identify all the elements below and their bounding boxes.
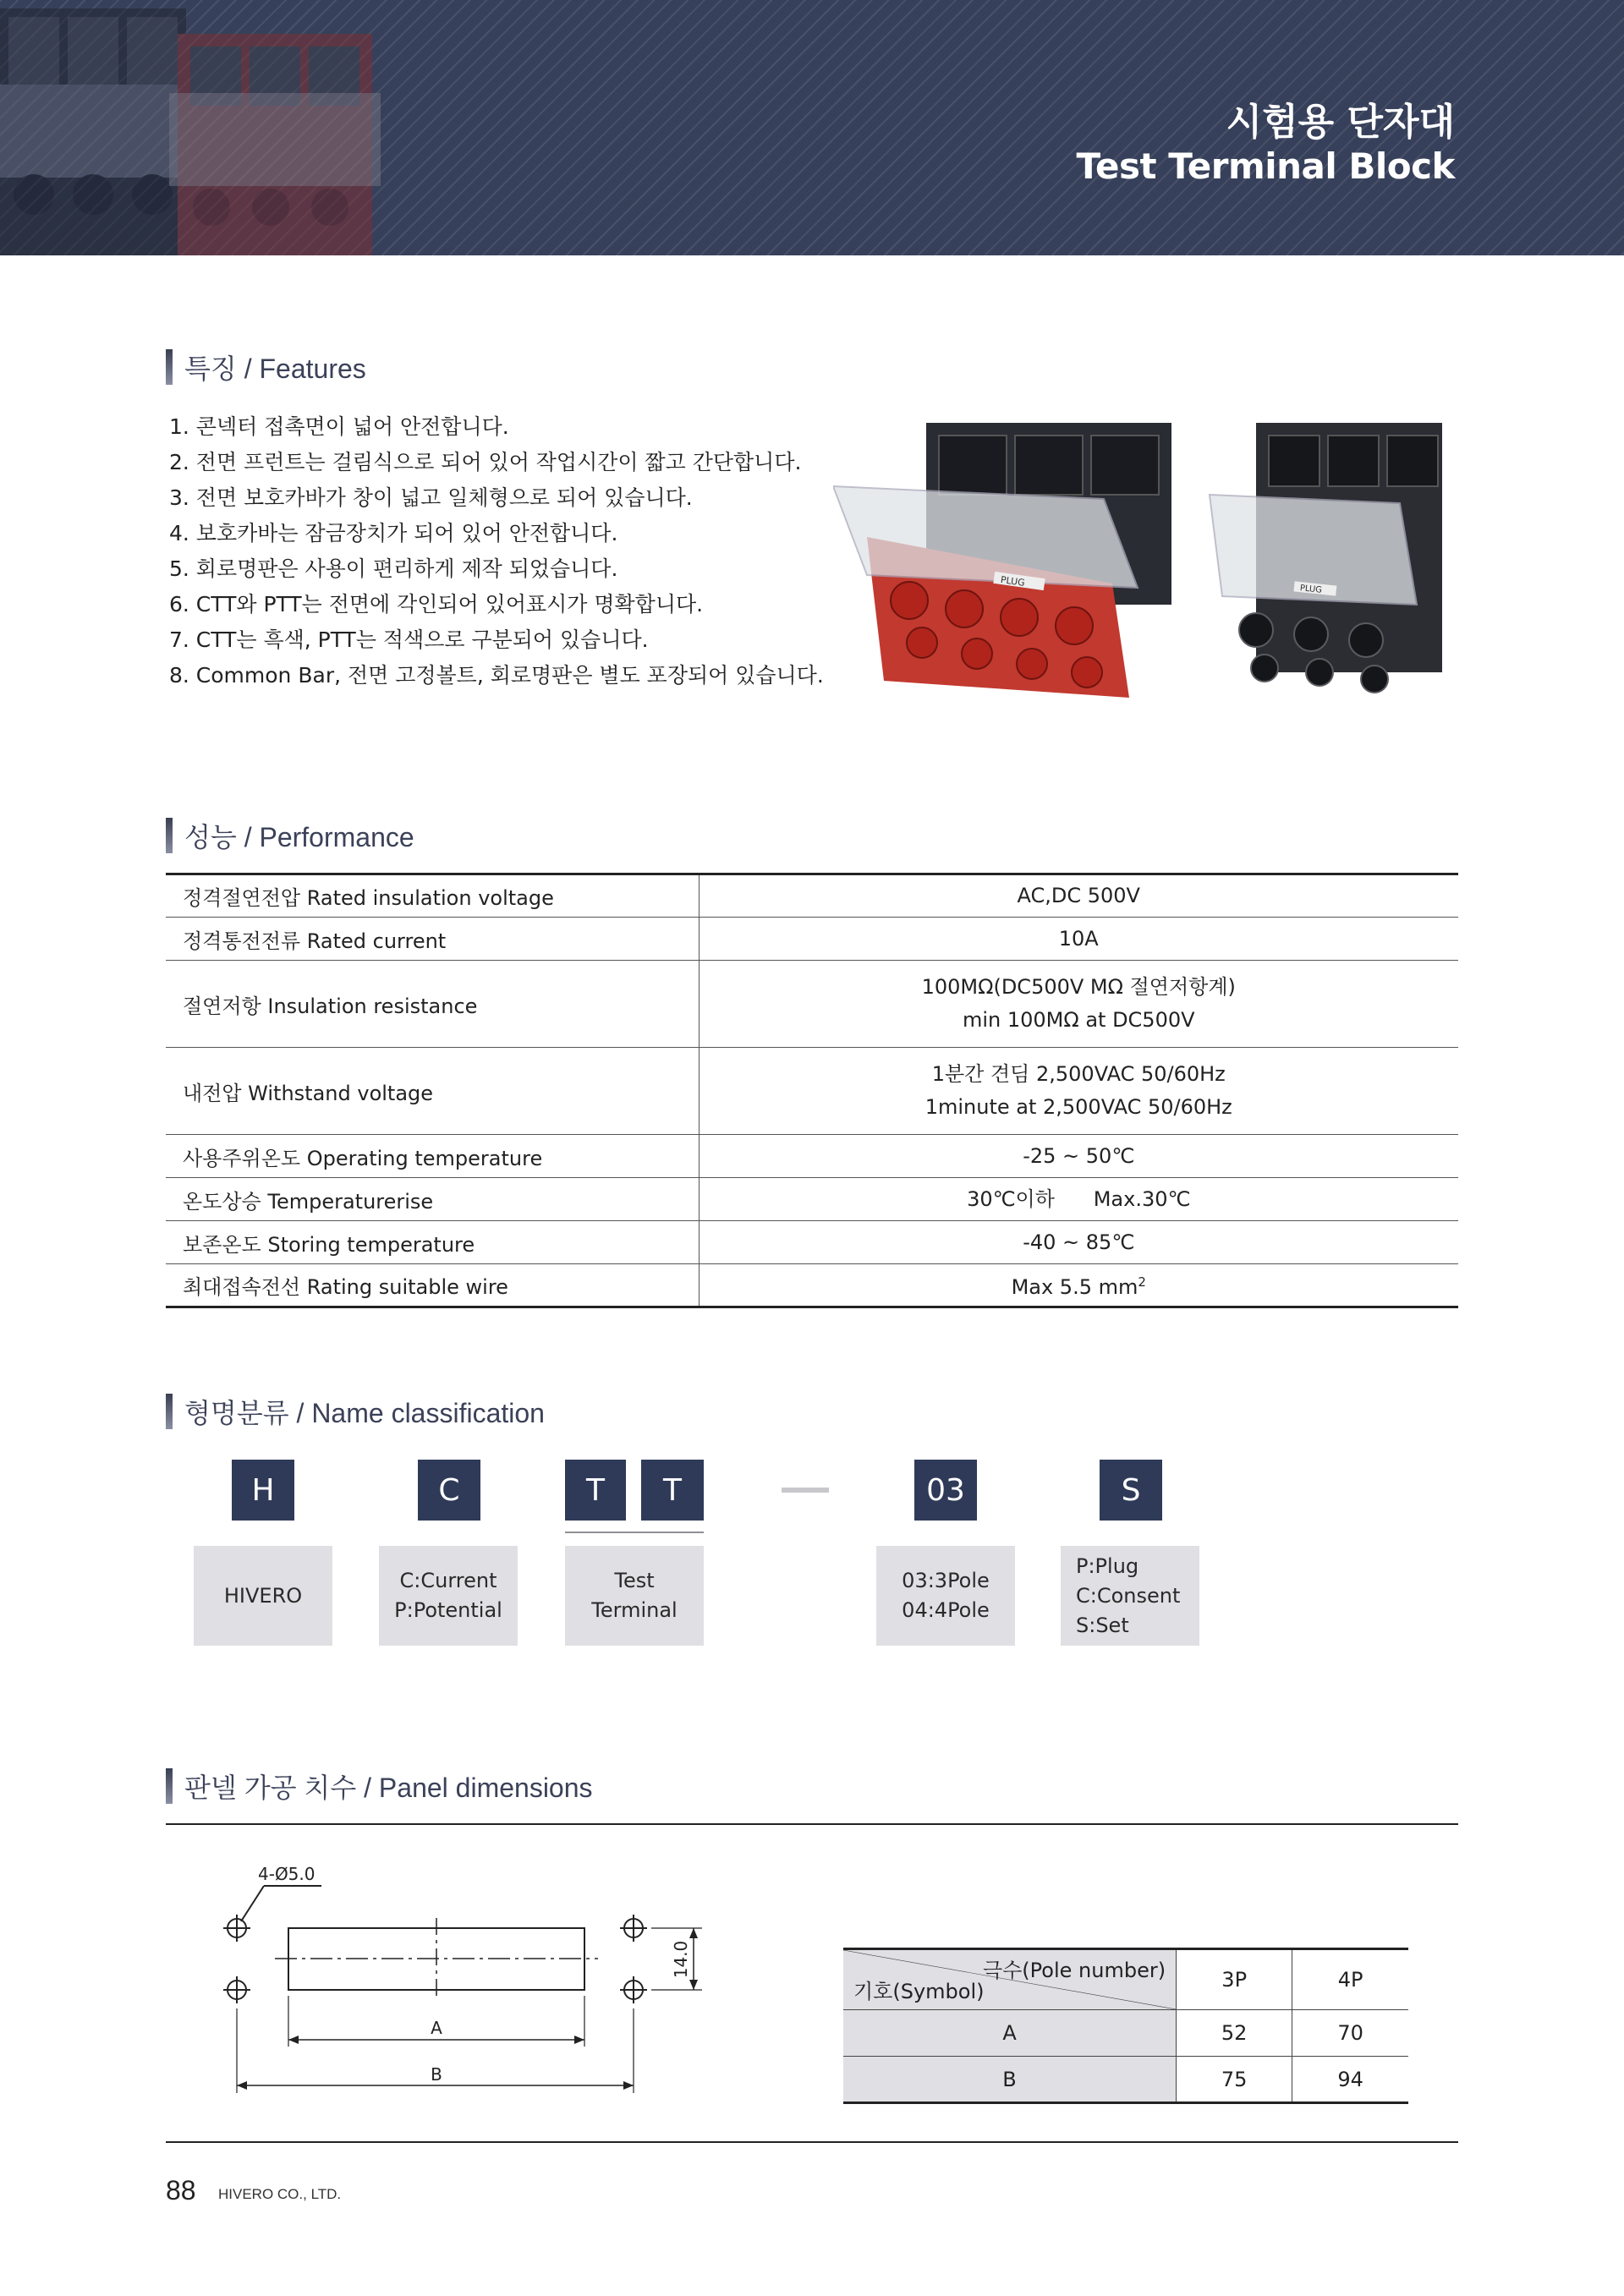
panel-cutout-drawing xyxy=(195,1852,753,2106)
spec-key: 내전압 Withstand voltage xyxy=(166,1048,699,1135)
spec-key: 온도상승 Temperaturerise xyxy=(166,1178,699,1221)
header-product-photo xyxy=(0,0,398,255)
desc-line: Test xyxy=(614,1569,655,1592)
desc-line: C:Consent xyxy=(1076,1583,1181,1608)
performance-heading xyxy=(166,817,414,854)
red-plug-label: PLUG xyxy=(1000,573,1026,589)
desc-type xyxy=(379,1546,518,1646)
product-photo xyxy=(833,419,1442,706)
spec-key: 사용주위온도 Operating temperature xyxy=(166,1135,699,1178)
code-box-test-2: T xyxy=(641,1460,704,1521)
desc-line: HIVERO xyxy=(223,1583,303,1608)
wire-size: Max 5.5 mm xyxy=(1011,1275,1138,1299)
feature-item: 7. CTT는 흑색, PTT는 적색으로 구분되어 있습니다. xyxy=(169,627,649,652)
feature-item: 6. CTT와 PTT는 전면에 각인되어 있어표시가 명확합니다. xyxy=(169,592,704,616)
company-name: HIVERO CO., LTD. xyxy=(218,2186,342,2202)
desc-line: P:Plug xyxy=(1076,1553,1139,1578)
feature-item: 4. 보호카바는 잠금장치가 되어 있어 안전합니다. xyxy=(169,521,618,545)
symbol-header: 기호(Symbol) xyxy=(853,1980,985,2003)
page-title-english: Test Terminal Block xyxy=(1076,145,1455,187)
spec-value: 10A xyxy=(699,918,1458,961)
table-row xyxy=(166,1135,1458,1178)
spec-value: 30℃이하 Max.30℃ xyxy=(699,1178,1458,1221)
code-box-brand: H xyxy=(232,1460,294,1521)
desc-line: 04:4Pole xyxy=(902,1598,990,1622)
page-number: 88 xyxy=(166,2175,196,2206)
table-row xyxy=(843,2010,1408,2057)
separator-dash xyxy=(782,1488,829,1493)
wire-size-exponent: 2 xyxy=(1138,1274,1146,1290)
table-row xyxy=(166,874,1458,918)
col-3p-header: 3P xyxy=(1177,1949,1292,2010)
desc-line: C:Current xyxy=(399,1569,497,1592)
features-heading-text: 특징 / Features xyxy=(184,353,366,384)
table-row xyxy=(166,961,1458,1048)
footer-rule xyxy=(166,2141,1458,2143)
spec-key: 정격통전전류 Rated current xyxy=(166,918,699,961)
desc-line: Terminal xyxy=(591,1598,678,1622)
classification-heading xyxy=(166,1393,545,1430)
value-4p: 70 xyxy=(1292,2010,1408,2057)
desc-brand xyxy=(194,1546,332,1646)
desc-pole xyxy=(876,1546,1015,1646)
red-terminal-block xyxy=(833,423,1171,698)
feature-item: 5. 회로명판은 사용이 편리하게 제작 되었습니다. xyxy=(169,556,618,581)
desc-line: 03:3Pole xyxy=(902,1569,990,1592)
desc-line: S:Set xyxy=(1076,1613,1129,1637)
table-row xyxy=(166,1048,1458,1135)
table-row xyxy=(166,1221,1458,1264)
dim-a-label: A xyxy=(431,2018,442,2038)
desc-option xyxy=(1061,1546,1199,1646)
table-row xyxy=(843,2057,1408,2103)
features-list xyxy=(169,409,829,693)
black-terminal-block xyxy=(1210,423,1442,693)
features-heading xyxy=(166,348,366,386)
classification-heading-text: 형명분류 / Name classification xyxy=(184,1398,545,1428)
spec-value: -25 ~ 50℃ xyxy=(699,1135,1458,1178)
feature-item: 2. 전면 프런트는 걸림식으로 되어 있어 작업시간이 짧고 간단합니다. xyxy=(169,450,802,474)
performance-heading-text: 성능 / Performance xyxy=(184,822,414,852)
page-title-korean: 시험용 단자대 xyxy=(1226,101,1455,144)
spec-key: 절연저항 Insulation resistance xyxy=(166,961,699,1048)
spec-value xyxy=(699,1048,1458,1135)
spec-value-line1: 100MΩ(DC500V MΩ 절연저항계) xyxy=(921,975,1236,999)
spec-value-line1: 1분간 견딤 2,500VAC 50/60Hz xyxy=(931,1062,1226,1086)
spec-key: 보존온도 Storing temperature xyxy=(166,1221,699,1264)
height-dim-label: 14.0 xyxy=(671,1940,691,1979)
value-3p: 52 xyxy=(1177,2010,1292,2057)
feature-item: 8. Common Bar, 전면 고정볼트, 회로명판은 별도 포장되어 있습니다. xyxy=(169,663,824,688)
table-row xyxy=(166,1264,1458,1307)
desc-test-terminal xyxy=(565,1546,704,1646)
symbol-cell: A xyxy=(843,2010,1177,2057)
spec-key: 정격절연전압 Rated insulation voltage xyxy=(166,874,699,918)
dim-b-label: B xyxy=(431,2064,442,2085)
heading-bar xyxy=(166,1394,173,1429)
panel-heading xyxy=(166,1767,593,1805)
page-header xyxy=(0,0,1624,255)
desc-line: P:Potential xyxy=(394,1598,502,1622)
code-box-pole: 03 xyxy=(914,1460,977,1521)
symbol-cell: B xyxy=(843,2057,1177,2103)
spec-value-line2: 1minute at 2,500VAC 50/60Hz xyxy=(924,1095,1232,1119)
panel-heading-text: 판넬 가공 치수 / Panel dimensions xyxy=(184,1773,593,1803)
hole-spec-label: 4-Ø5.0 xyxy=(258,1864,315,1884)
test-terminal-underline xyxy=(565,1532,704,1533)
spec-value: -40 ~ 85℃ xyxy=(699,1221,1458,1264)
code-box-option: S xyxy=(1100,1460,1162,1521)
spec-value xyxy=(699,961,1458,1048)
code-box-test-1: T xyxy=(565,1460,626,1521)
spec-value-line2: min 100MΩ at DC500V xyxy=(962,1008,1195,1032)
heading-bar xyxy=(166,1768,173,1804)
heading-bar xyxy=(166,349,173,385)
value-4p: 94 xyxy=(1292,2057,1408,2103)
dimension-table xyxy=(843,1948,1408,2104)
table-row xyxy=(166,918,1458,961)
spec-value xyxy=(699,1264,1458,1307)
spec-value: AC,DC 500V xyxy=(699,874,1458,918)
feature-item: 3. 전면 보호카바가 창이 넓고 일체형으로 되어 있습니다. xyxy=(169,485,693,510)
performance-table xyxy=(166,873,1458,1308)
pole-number-header: 극수(Pole number) xyxy=(982,1959,1166,1982)
col-4p-header: 4P xyxy=(1292,1949,1408,2010)
diagonal-header-cell xyxy=(843,1949,1177,2010)
heading-bar xyxy=(166,818,173,853)
table-row xyxy=(166,1178,1458,1221)
table-header-row xyxy=(843,1949,1408,2010)
black-plug-label: PLUG xyxy=(1299,584,1323,595)
section-rule xyxy=(166,1823,1458,1825)
feature-item: 1. 콘넥터 접촉면이 넓어 안전합니다. xyxy=(169,414,509,439)
code-box-type: C xyxy=(418,1460,480,1521)
value-3p: 75 xyxy=(1177,2057,1292,2103)
spec-key: 최대접속전선 Rating suitable wire xyxy=(166,1264,699,1307)
